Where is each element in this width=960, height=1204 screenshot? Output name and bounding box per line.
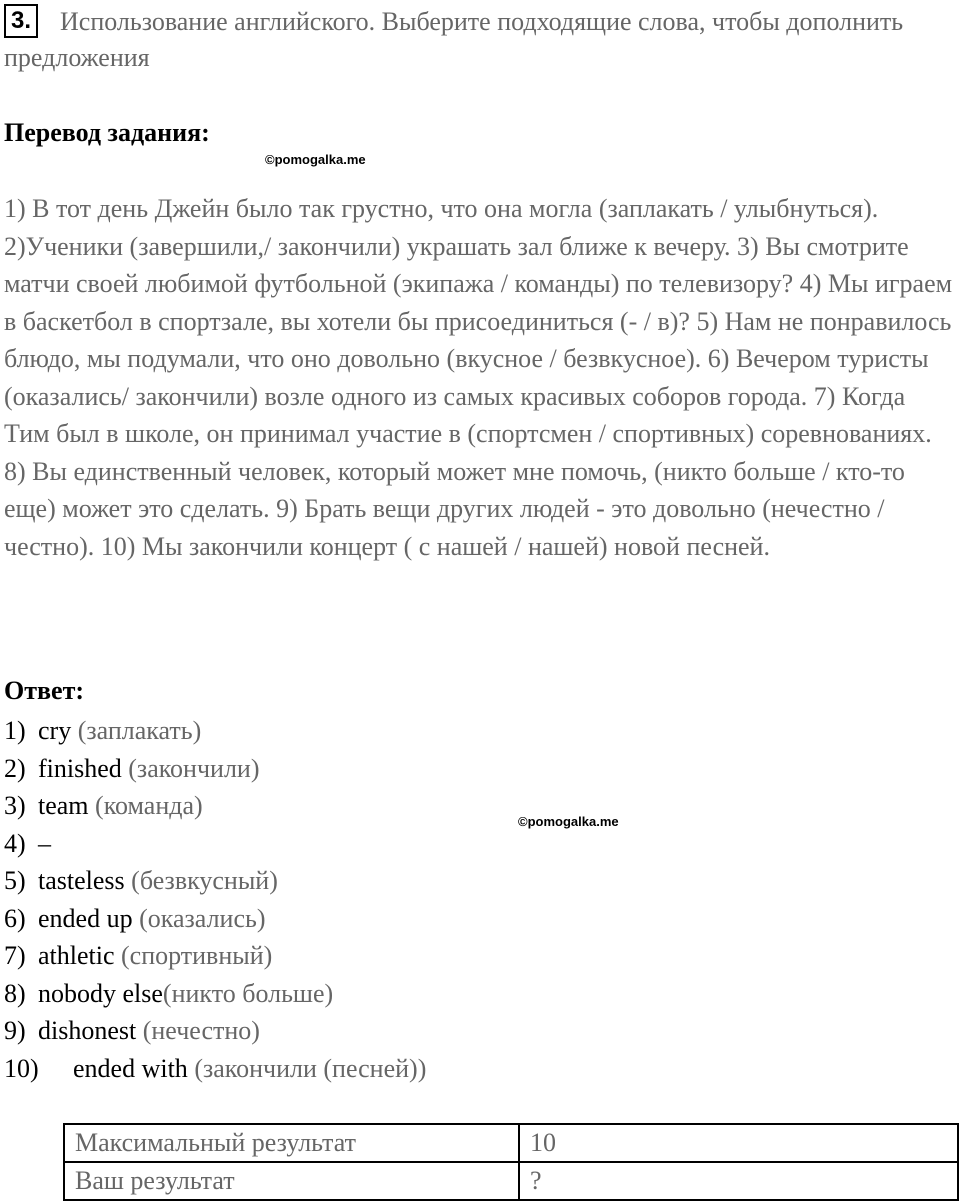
answer-english: –: [38, 828, 51, 858]
answer-english: cry: [38, 716, 72, 745]
answer-number: 3): [4, 791, 26, 820]
watermark: ©pomogalka.me: [518, 814, 619, 829]
answer-list: [4, 712, 426, 1087]
answer-item: [4, 1050, 426, 1088]
answer-number: 10): [4, 1053, 39, 1083]
answer-item: [4, 787, 426, 825]
answer-item: [4, 862, 426, 900]
answer-russian: (безвкусный): [124, 866, 278, 895]
task-title: Использование английского. Выберите подходящие слова, чтобы дополнить предложения: [4, 7, 904, 72]
answer-item: [4, 750, 426, 788]
answer-number: 4): [4, 828, 26, 858]
answer-item: [4, 975, 426, 1013]
answer-english: ended up: [38, 903, 133, 933]
answer-number: 7): [4, 941, 26, 970]
answer-number: 6): [4, 903, 26, 933]
answer-english: nobody else: [38, 978, 163, 1008]
watermark: ©pomogalka.me: [265, 152, 366, 167]
answer-heading: Ответ:: [4, 676, 85, 705]
your-result-value: ?: [519, 1162, 958, 1200]
task-number: 3.: [4, 4, 38, 38]
answer-number: 8): [4, 978, 26, 1008]
answer-english: ended with: [73, 1053, 188, 1083]
max-result-value: 10: [519, 1124, 958, 1162]
translation-heading: Перевод задания:: [4, 118, 210, 147]
table-row: [64, 1124, 958, 1162]
answer-russian: (никто больше): [162, 978, 334, 1008]
answer-russian: (заплакать): [71, 716, 202, 745]
answer-russian: (команда): [88, 791, 203, 820]
answer-number: 9): [4, 1016, 26, 1045]
your-result-label: Ваш результат: [64, 1162, 519, 1200]
answer-number: 1): [4, 716, 26, 745]
answer-number: 5): [4, 866, 26, 895]
answer-item: [4, 712, 426, 750]
task-header: [4, 4, 944, 76]
answer-item: [4, 825, 426, 863]
max-result-label: Максимальный результат: [64, 1124, 519, 1162]
answer-english: dishonest: [38, 1016, 137, 1045]
answer-english: team: [38, 791, 89, 820]
table-row: [64, 1162, 958, 1200]
answer-english: finished: [38, 753, 122, 783]
translation-text: 1) В тот день Джейн было так грустно, что она могла (заплакать / улыбнуться). 2)Ученики (завершили,/ закончили) украшать зал ближе к вечеру. 3) Вы смотрите матчи своей любимой футбольной (экипажа / команды) по телевизору? 4) Мы играем в баскетбол в спортзале, вы хотели бы присоединиться (- / в)? 5) Нам не понравилось блюдо, мы подумали, что оно довольно (вкусное / безвкусное). 6) Вечером туристы (оказались/ закончили) возле одного из самых красивых соборов города. 7) Когда Тим был в школе, он принимал участие в (спортсмен / спортивных) соревнованиях. 8) Вы единственный человек, который может мне помочь, (никто больше / кто-то еще) может это сделать. 9) Брать вещи других людей - это довольно (нечестно / честно). 10) Мы закончили концерт ( с нашей / нашей) новой песней.: [4, 194, 953, 561]
result-table: [63, 1123, 959, 1201]
answer-number: 2): [4, 753, 26, 783]
answer-russian: (спортивный): [114, 941, 273, 970]
answer-item: [4, 1012, 426, 1050]
answer-russian: (нечестно): [136, 1016, 260, 1045]
answer-russian: (оказались): [132, 903, 266, 933]
answer-russian: (закончили): [121, 753, 260, 783]
answer-english: athletic: [38, 941, 115, 970]
answer-english: tasteless: [38, 866, 125, 895]
answer-item: [4, 900, 426, 938]
answer-item: [4, 937, 426, 975]
answer-russian: (закончили (песней)): [187, 1053, 427, 1083]
